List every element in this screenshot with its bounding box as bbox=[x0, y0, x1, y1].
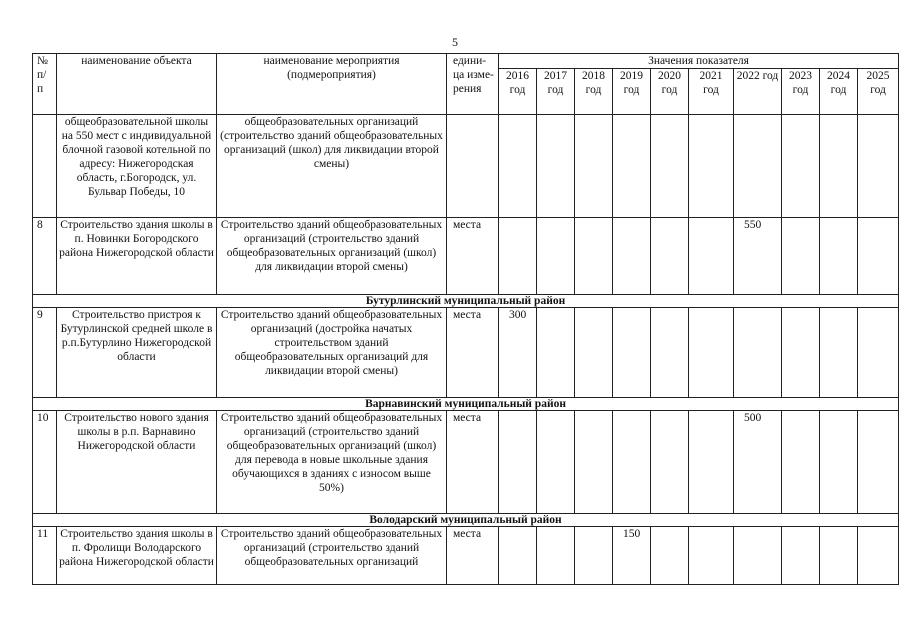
indicator-value bbox=[651, 115, 689, 218]
indicator-value: 550 bbox=[734, 218, 782, 295]
indicator-value bbox=[689, 218, 734, 295]
indicator-value bbox=[858, 527, 899, 585]
header-activity: наименование мероприятия (подмероприятия) bbox=[217, 54, 447, 115]
activity-name: Строительство зданий общеобразовательных организаций (строительство зданий общеобразовательных организаций (школ) для перевода в новые школьные здания обучающихся в зданиях с износом выше 50%) bbox=[217, 411, 447, 514]
object-name: Строительство здания школы в п. Новинки Богородского района Нижегородской области bbox=[57, 218, 217, 295]
unit-of-measure: места bbox=[447, 527, 499, 585]
table-row bbox=[33, 527, 899, 585]
district-row bbox=[33, 295, 899, 308]
indicator-value bbox=[651, 411, 689, 514]
indicator-value bbox=[734, 527, 782, 585]
indicator-value bbox=[537, 411, 575, 514]
object-name: Строительство нового здания школы в р.п. Варнавино Нижегородской области bbox=[57, 411, 217, 514]
indicator-value bbox=[537, 527, 575, 585]
indicator-value bbox=[782, 411, 820, 514]
indicator-value bbox=[499, 115, 537, 218]
indicator-value: 150 bbox=[613, 527, 651, 585]
indicator-value: 500 bbox=[734, 411, 782, 514]
indicator-value bbox=[537, 218, 575, 295]
activity-name: Строительство зданий общеобразовательных организаций (строительство зданий общеобразовательных организаций (школ) для ликвидации второй смены) bbox=[217, 218, 447, 295]
indicator-value bbox=[734, 308, 782, 398]
indicator-value bbox=[820, 308, 858, 398]
activity-name: Строительство зданий общеобразовательных организаций (достройка начатых строительством зданий общеобразовательных организаций для ликвидации второй смены) bbox=[217, 308, 447, 398]
row-number: 9 bbox=[33, 308, 57, 398]
header-values-title: Значения показателя bbox=[499, 54, 899, 69]
indicator-value bbox=[613, 308, 651, 398]
header-num: № п/ п bbox=[33, 54, 57, 115]
header-year: 2021 год bbox=[689, 69, 734, 115]
table-row bbox=[33, 218, 899, 295]
indicator-value bbox=[575, 411, 613, 514]
row-number bbox=[33, 115, 57, 218]
table-row bbox=[33, 411, 899, 514]
indicator-value bbox=[689, 308, 734, 398]
indicator-value bbox=[575, 115, 613, 218]
indicator-value bbox=[858, 218, 899, 295]
indicator-value bbox=[820, 115, 858, 218]
object-name: Строительство здания школы в п. Фролищи Володарского района Нижегородской области bbox=[57, 527, 217, 585]
unit-of-measure: места bbox=[447, 411, 499, 514]
unit-of-measure bbox=[447, 115, 499, 218]
row-number: 11 bbox=[33, 527, 57, 585]
indicator-value bbox=[820, 527, 858, 585]
indicator-value bbox=[575, 527, 613, 585]
district-title: Володарский муниципальный район bbox=[33, 514, 899, 527]
indicator-value bbox=[782, 527, 820, 585]
indicator-value bbox=[820, 218, 858, 295]
header-object: наименование объекта bbox=[57, 54, 217, 115]
indicator-value bbox=[651, 527, 689, 585]
row-number: 8 bbox=[33, 218, 57, 295]
indicator-value bbox=[689, 115, 734, 218]
activity-name: общеобразовательных организаций (строительство зданий общеобразовательных организаций (школ) для ликвидации второй смены) bbox=[217, 115, 447, 218]
indicator-value bbox=[613, 115, 651, 218]
indicator-value bbox=[651, 308, 689, 398]
table-row bbox=[33, 115, 899, 218]
header-year: 2017 год bbox=[537, 69, 575, 115]
object-name: общеобразовательной школы на 550 мест с индивидуальной блочной газовой котельной по адресу: Нижегородская область, г.Богородск, ул. Бульвар Победы, 10 bbox=[57, 115, 217, 218]
district-row bbox=[33, 398, 899, 411]
indicator-value bbox=[734, 115, 782, 218]
indicator-value bbox=[575, 308, 613, 398]
indicator-value bbox=[499, 411, 537, 514]
indicator-value bbox=[651, 218, 689, 295]
indicator-value bbox=[689, 527, 734, 585]
indicator-value bbox=[537, 308, 575, 398]
indicator-value bbox=[613, 411, 651, 514]
indicator-value bbox=[499, 527, 537, 585]
indicator-value bbox=[782, 218, 820, 295]
indicator-value bbox=[782, 115, 820, 218]
object-name: Строительство пристроя к Бутурлинской средней школе в р.п.Бутурлино Нижегородской области bbox=[57, 308, 217, 398]
activity-name: Строительство зданий общеобразовательных организаций (строительство зданий общеобразовательных организаций bbox=[217, 527, 447, 585]
table-row bbox=[33, 308, 899, 398]
header-year: 2016 год bbox=[499, 69, 537, 115]
header-year: 2024 год bbox=[820, 69, 858, 115]
header-year: 2018 год bbox=[575, 69, 613, 115]
indicator-value bbox=[858, 308, 899, 398]
page-number: 5 bbox=[452, 35, 458, 49]
unit-of-measure: места bbox=[447, 218, 499, 295]
indicator-value: 300 bbox=[499, 308, 537, 398]
header-year: 2022 год bbox=[734, 69, 782, 115]
unit-of-measure: места bbox=[447, 308, 499, 398]
indicator-value bbox=[575, 218, 613, 295]
header-year: 2019 год bbox=[613, 69, 651, 115]
header-year: 2020 год bbox=[651, 69, 689, 115]
indicator-value bbox=[689, 411, 734, 514]
indicator-value bbox=[820, 411, 858, 514]
indicator-value bbox=[782, 308, 820, 398]
indicator-table bbox=[32, 53, 899, 585]
indicator-value bbox=[499, 218, 537, 295]
indicator-value bbox=[858, 115, 899, 218]
indicator-value bbox=[858, 411, 899, 514]
header-year: 2023 год bbox=[782, 69, 820, 115]
district-row bbox=[33, 514, 899, 527]
header-unit: едини- ца изме- рения bbox=[447, 54, 499, 115]
header-year: 2025 год bbox=[858, 69, 899, 115]
district-title: Варнавинский муниципальный район bbox=[33, 398, 899, 411]
indicator-value bbox=[537, 115, 575, 218]
row-number: 10 bbox=[33, 411, 57, 514]
indicator-value bbox=[613, 218, 651, 295]
district-title: Бутурлинский муниципальный район bbox=[33, 295, 899, 308]
